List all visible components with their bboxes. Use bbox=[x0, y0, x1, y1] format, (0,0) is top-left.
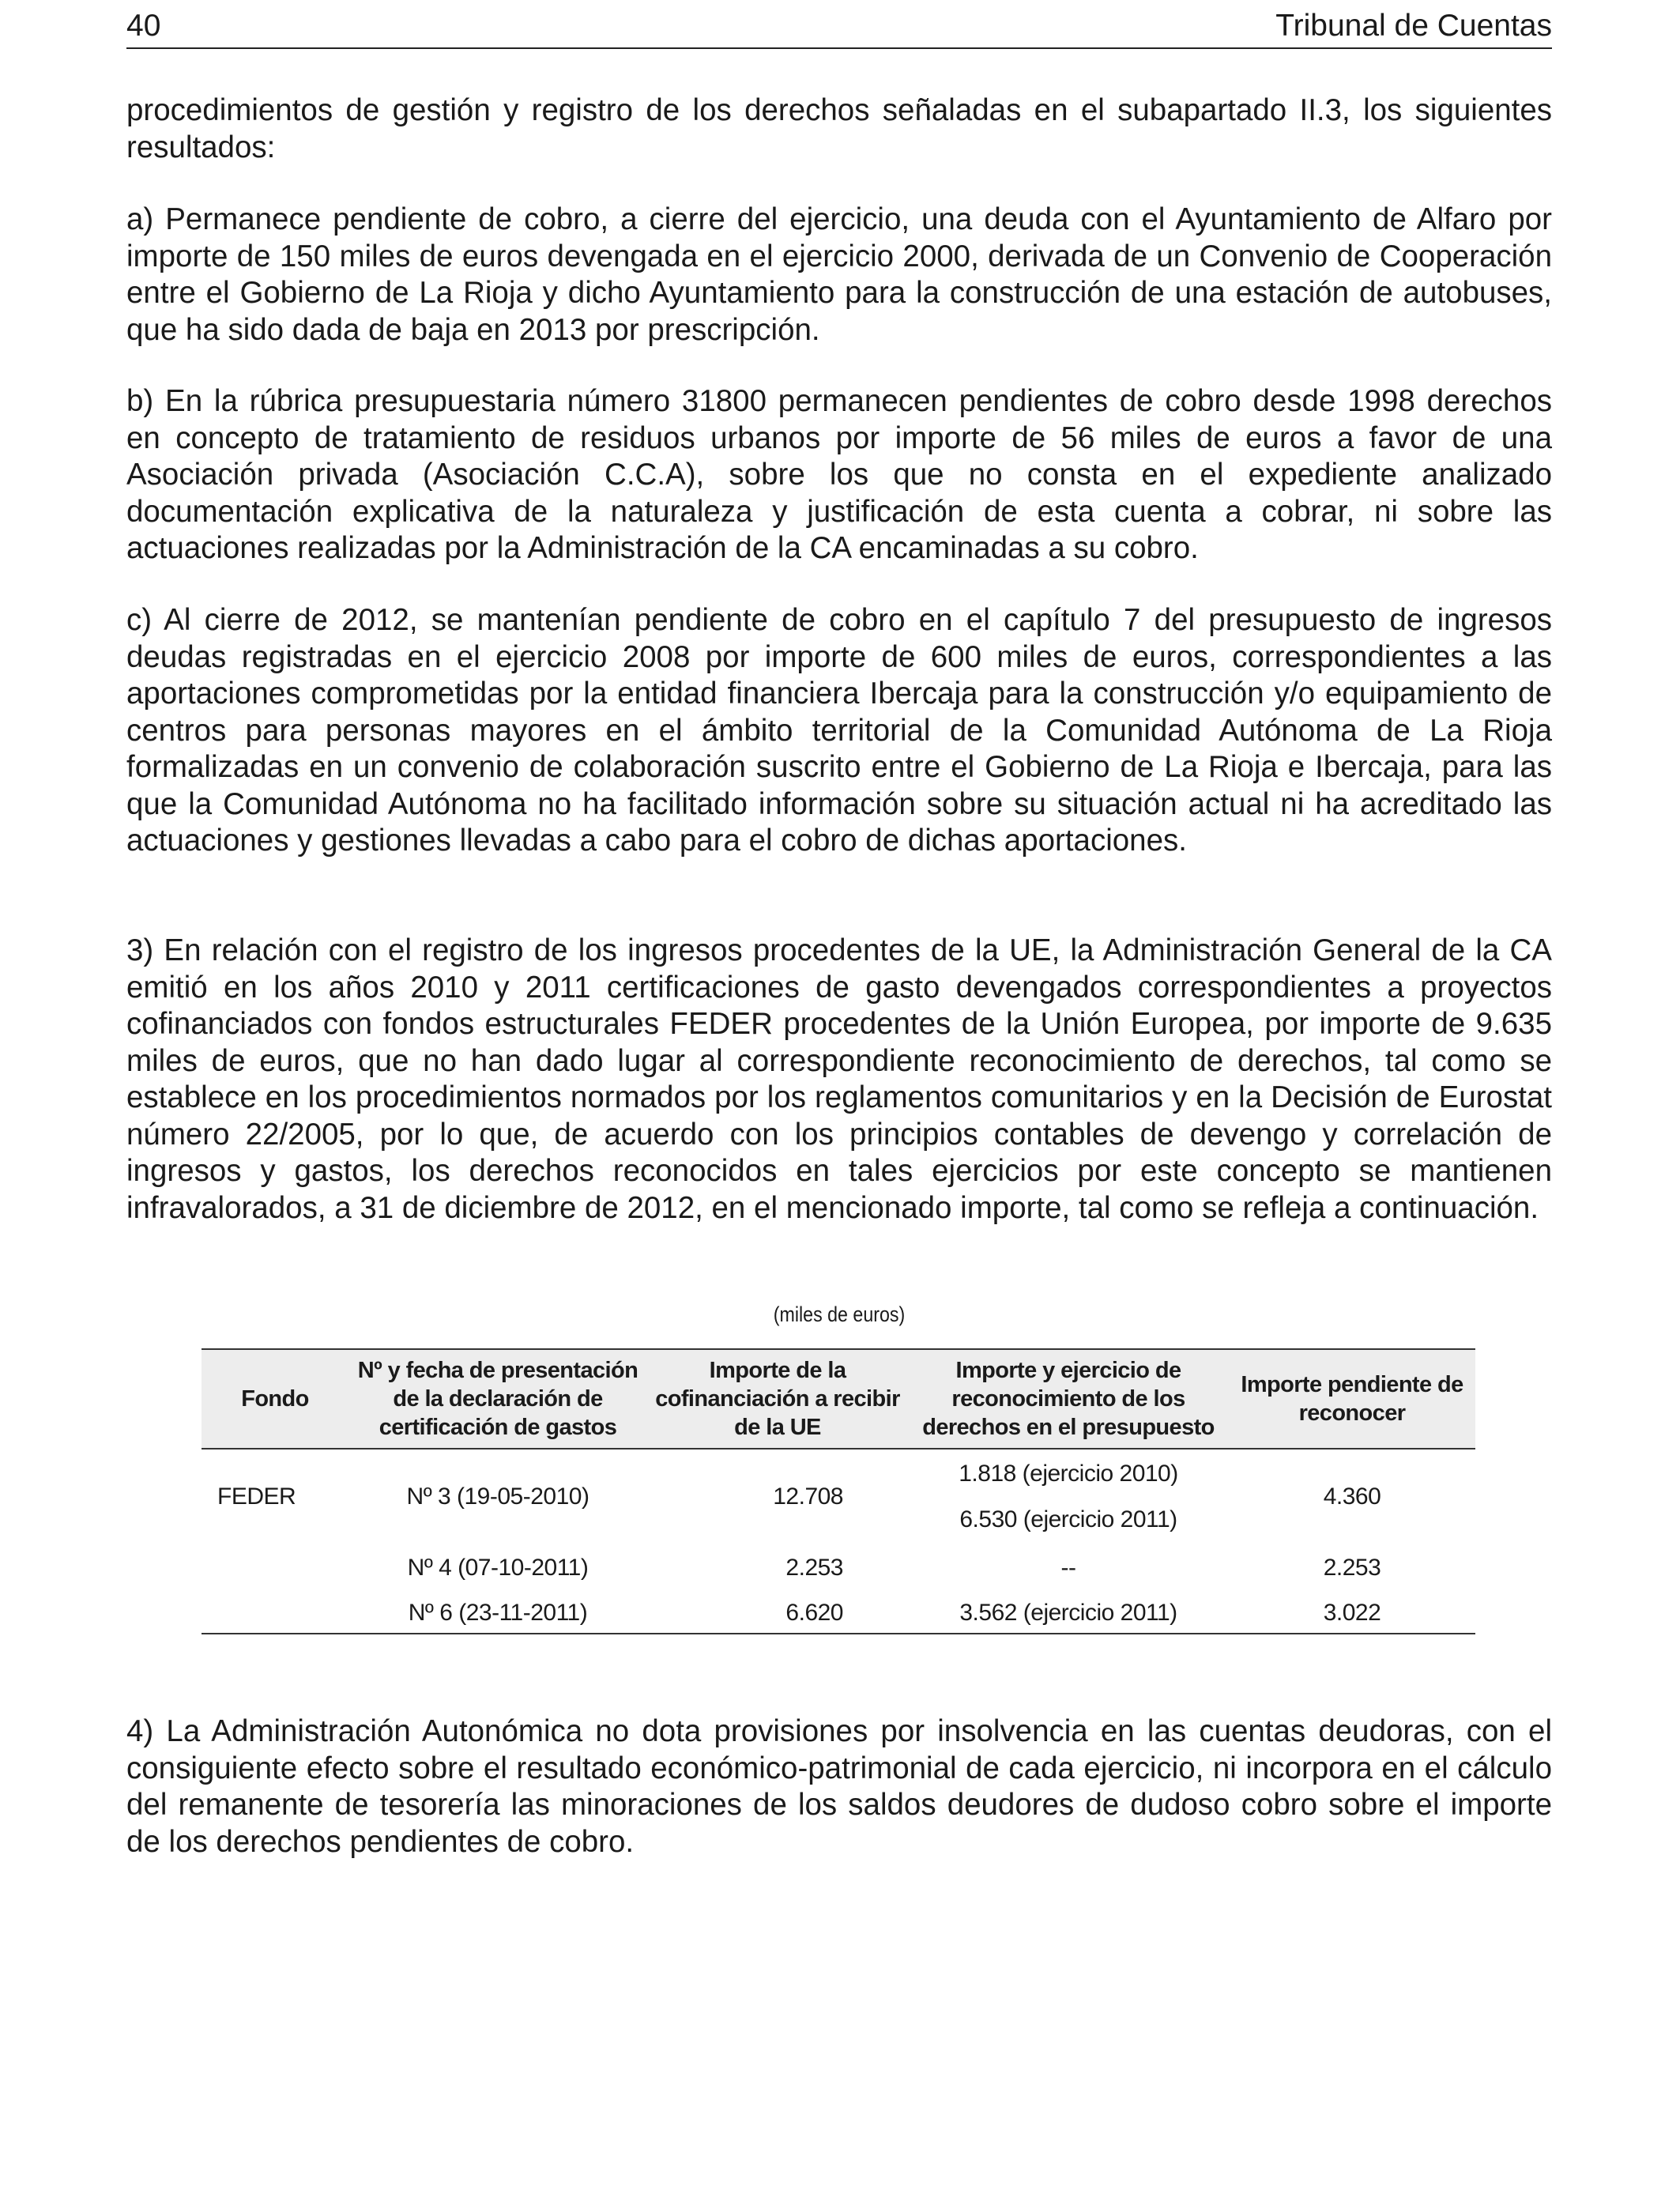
paragraph-intro: procedimientos de gestión y registro de los derechos señaladas en el subapartado II.3, los siguientes resultados: bbox=[126, 93, 1552, 164]
paragraph-a: a) Permanece pendiente de cobro, a cierre del ejercicio, una deuda con el Ayuntamiento de Alfaro por importe de 150 miles de euros devengada en el ejercicio 2000, derivada de un Convenio de Cooperación entre el Gobierno de La Rioja y dicho Ayuntamiento para la construcción de una estación de autobuses, que ha sido dada de baja en 2013 por prescripción. bbox=[126, 202, 1552, 347]
page-number: 40 bbox=[126, 9, 161, 43]
cell-pendiente: 2.253 bbox=[1323, 1554, 1381, 1581]
page-header bbox=[126, 5, 1552, 49]
table-body bbox=[202, 1449, 1475, 1634]
feder-table bbox=[202, 1348, 1475, 1634]
table-row bbox=[202, 1449, 1475, 1543]
cell-fondo bbox=[202, 1592, 348, 1634]
cell-declaracion: Nº 6 (23-11-2011) bbox=[348, 1592, 647, 1634]
cell-fondo: FEDER bbox=[217, 1483, 296, 1510]
cell-importe-ue: 6.620 bbox=[647, 1592, 908, 1634]
table-row bbox=[202, 1543, 1475, 1592]
cell-importe-ue: 12.708 bbox=[773, 1483, 843, 1510]
cell-reconocimiento: -- bbox=[1060, 1554, 1076, 1581]
header-fondo: Fondo bbox=[202, 1349, 348, 1449]
cell-fondo bbox=[202, 1543, 348, 1592]
header-declaracion: Nº y fecha de presentación de la declaración de certificación de gastos bbox=[348, 1349, 647, 1449]
cell-reconocimiento-2010: 1.818 (ejercicio 2010) bbox=[959, 1460, 1178, 1487]
table-caption: (miles de euros) bbox=[773, 1302, 906, 1326]
cell-pendiente: 3.022 bbox=[1229, 1592, 1475, 1634]
table-row bbox=[202, 1592, 1475, 1634]
document-page bbox=[126, 0, 1552, 2194]
table-header-row bbox=[202, 1349, 1475, 1449]
header-importe-ue: Importe de la cofinanciación a recibir de la UE bbox=[647, 1349, 908, 1449]
paragraph-b: b) En la rúbrica presupuestaria número 31800 permanecen pendientes de cobro desde 1998 derechos en concepto de tratamiento de residuos urbanos por importe de 56 miles de euros a favor de una Asociación privada (Asociación C.C.A), sobre los que no consta en el expediente analizado documentación explicativa de la naturaleza y justificación de esta cuenta a cobrar, ni sobre las actuaciones realizadas por la Administración de la CA encaminadas a su cobro. bbox=[126, 384, 1552, 565]
header-reconocimiento: Importe y ejercicio de reconocimiento de los derechos en el presupuesto bbox=[908, 1349, 1229, 1449]
cell-reconocimiento: 3.562 (ejercicio 2011) bbox=[908, 1592, 1229, 1634]
paragraph-c: c) Al cierre de 2012, se mantenían pendiente de cobro en el capítulo 7 del presupuesto de ingresos deudas registradas en el ejercicio 2008 por importe de 600 miles de euros, correspondientes a las aportaciones comprometidas por la entidad financiera Ibercaja para la construcción y/o equipamiento de centros para personas mayores en el ámbito territorial de la Comunidad Autónoma de La Rioja formalizadas en un convenio de colaboración suscrito entre el Gobierno de La Rioja e Ibercaja, para las que la Comunidad Autónoma no ha facilitado información sobre su situación actual ni ha acreditado las actuaciones y gestiones llevadas a cabo para el cobro de dichas aportaciones. bbox=[126, 603, 1552, 858]
cell-declaracion: Nº 4 (07-10-2011) bbox=[407, 1554, 589, 1581]
cell-reconocimiento bbox=[908, 1449, 1229, 1543]
cell-reconocimiento-2011: 6.530 (ejercicio 2011) bbox=[959, 1506, 1177, 1532]
cell-pendiente: 4.360 bbox=[1323, 1483, 1381, 1510]
header-pendiente: Importe pendiente de reconocer bbox=[1229, 1349, 1475, 1449]
table-header bbox=[202, 1349, 1475, 1449]
paragraph-4: 4) La Administración Autonómica no dota provisiones por insolvencia en las cuentas deudoras, con el consiguiente efecto sobre el resultado económico-patrimonial de cada ejercicio, ni incorpora en el cálculo del remanente de tesorería las minoraciones de los saldos deudores de dudoso cobro sobre el importe de los derechos pendientes de cobro. bbox=[126, 1714, 1552, 1859]
cell-importe-ue: 2.253 bbox=[785, 1554, 843, 1581]
running-title: Tribunal de Cuentas bbox=[1275, 9, 1552, 43]
paragraph-3: 3) En relación con el registro de los ingresos procedentes de la UE, la Administración General de la CA emitió en los años 2010 y 2011 certificaciones de gasto devengados correspondientes a proyectos cofinanciados con fondos estructurales FEDER procedentes de la Unión Europea, por importe de 9.635 miles de euros, que no han dado lugar al correspondiente reconocimiento de derechos, tal como se establece en los procedimientos normados por los reglamentos comunitarios y en la Decisión de Eurostat número 22/2005, por lo que, de acuerdo con los principios contables de devengo y correlación de ingresos y gastos, los derechos reconocidos en tales ejercicios por este concepto se mantienen infravalorados, a 31 de diciembre de 2012, en el mencionado importe, tal como se refleja a continuación. bbox=[126, 933, 1552, 1225]
cell-declaracion: Nº 3 (19-05-2010) bbox=[406, 1483, 590, 1510]
